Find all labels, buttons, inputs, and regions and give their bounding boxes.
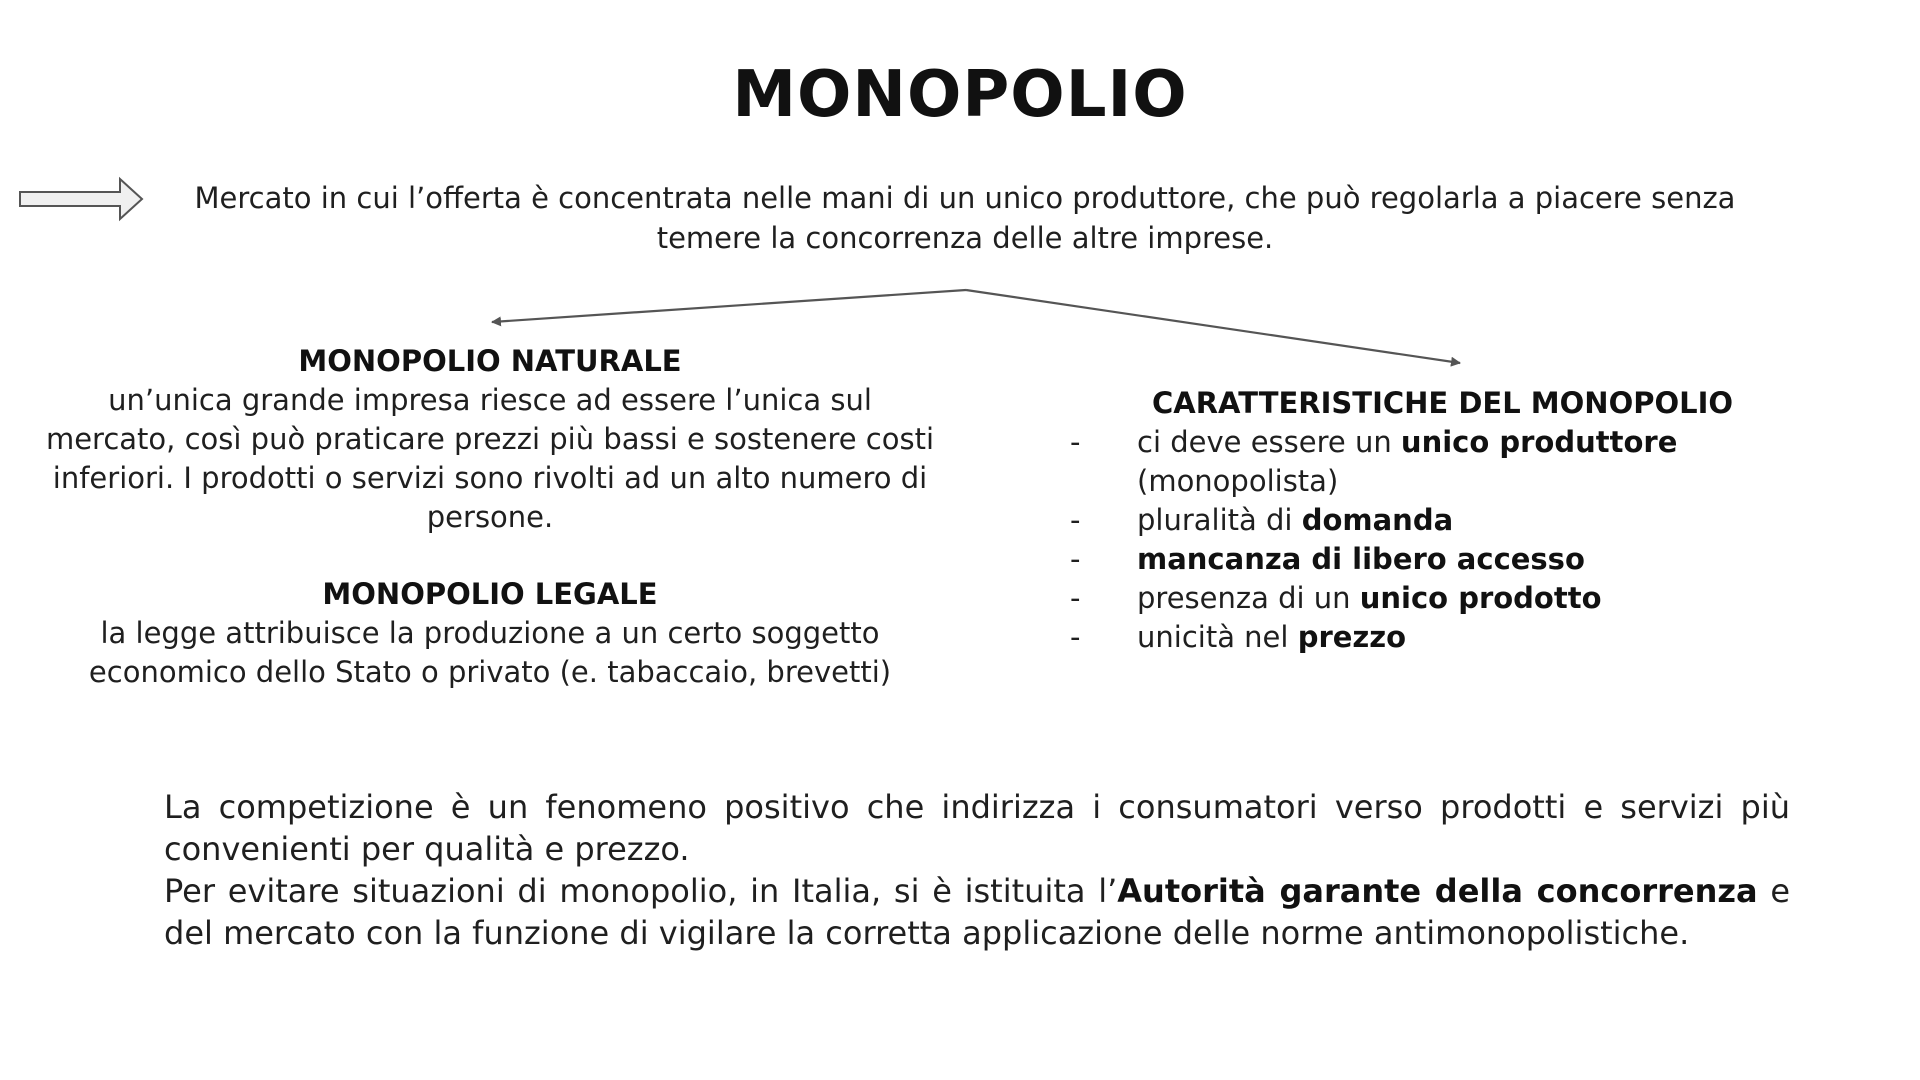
conclusion-text xyxy=(164,786,1790,954)
right-branch-arrow xyxy=(966,290,1460,363)
monopoly-features xyxy=(1070,384,1870,657)
list-item: - pluralità di domanda xyxy=(1070,501,1870,540)
legal-monopoly-title: MONOPOLIO LEGALE xyxy=(322,577,658,611)
conclusion-paragraph-1: La competizione è un fenomeno positivo che indirizza i consumatori verso prodotti e servizi più convenienti per qualità e prezzo. xyxy=(164,788,1790,868)
natural-monopoly-section xyxy=(40,342,940,537)
monopoly-types xyxy=(40,342,940,692)
page-title: MONOPOLIO xyxy=(732,58,1188,132)
features-title: CARATTERISTICHE DEL MONOPOLIO xyxy=(1152,386,1734,420)
list-item: - mancanza di libero accesso xyxy=(1070,540,1870,579)
list-item: - presenza di un unico prodotto xyxy=(1070,579,1870,618)
left-branch-arrow xyxy=(492,290,966,322)
dash-bullet: - xyxy=(1070,425,1081,459)
natural-monopoly-title: MONOPOLIO NATURALE xyxy=(298,344,682,378)
right-arrow-icon xyxy=(18,176,146,222)
dash-bullet: - xyxy=(1070,581,1081,615)
natural-monopoly-text: un’unica grande impresa riesce ad essere l’unica sul mercato, così può praticare prezzi più bassi e sostenere costi inferiori. I prodotti o servizi sono rivolti ad un alto numero di persone. xyxy=(45,383,935,534)
dash-bullet: - xyxy=(1070,503,1081,537)
legal-monopoly-text: la legge attribuisce la produzione a un certo soggetto economico dello Stato o privato (e. tabaccaio, brevetti) xyxy=(88,616,892,689)
definition-text: Mercato in cui l’offerta è concentrata nelle mani di un unico produttore, che può regolarla a piacere senza temere la concorrenza delle altre imprese. xyxy=(194,181,1736,255)
authority-name: Autorità garante della concorrenza xyxy=(1117,872,1758,910)
features-list xyxy=(1070,423,1870,657)
dash-bullet: - xyxy=(1070,542,1081,576)
list-item: - unicità nel prezzo xyxy=(1070,618,1870,657)
dash-bullet: - xyxy=(1070,620,1081,654)
conclusion-paragraph-2: Per evitare situazioni di monopolio, in Italia, si è istituita l’Autorità garante della concorrenza e del mercato con la funzione di vigilare la corretta applicazione delle norme antimonopolistiche. xyxy=(164,872,1791,952)
legal-monopoly-section xyxy=(40,575,940,692)
list-item: - ci deve essere un unico produttore (monopolista) xyxy=(1070,425,1678,498)
